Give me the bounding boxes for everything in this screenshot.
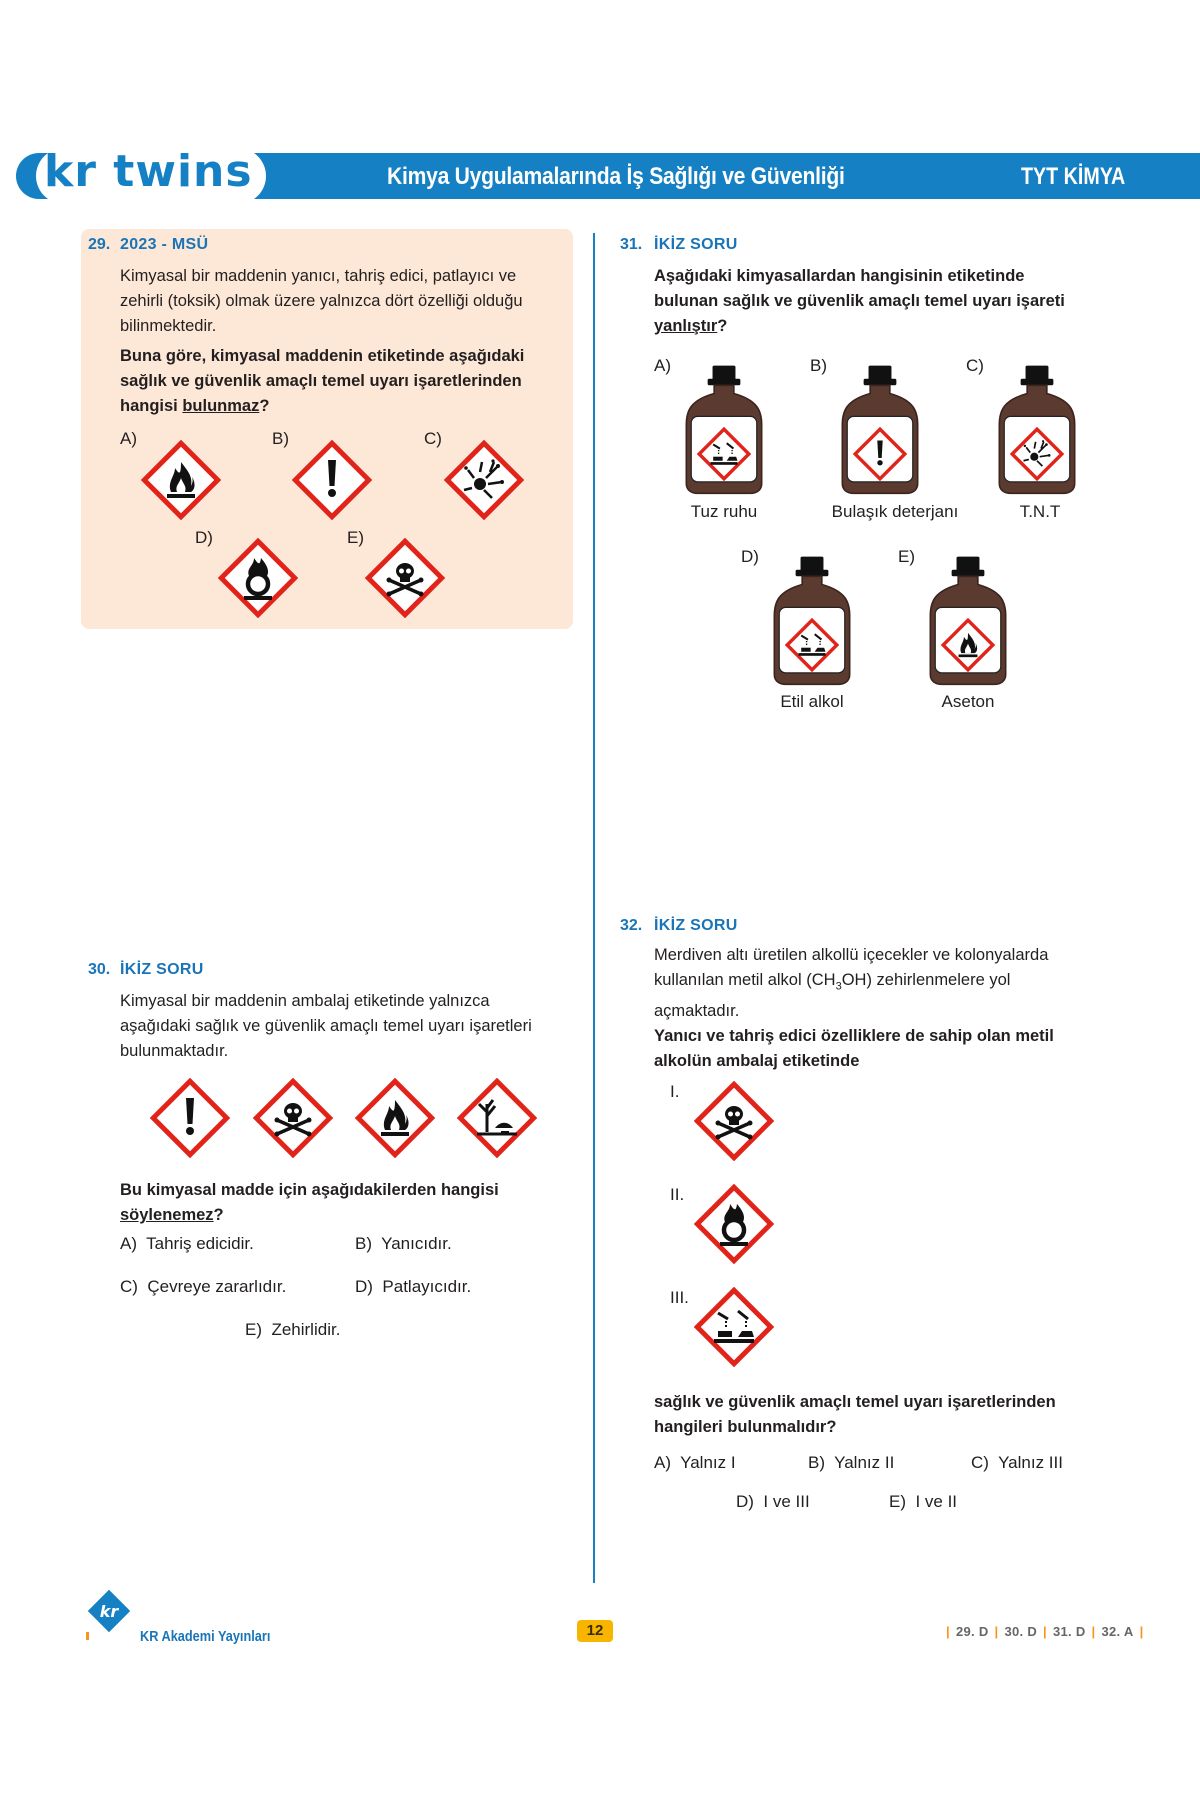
q31-question: Aşağıdaki kimyasallardan hangisinin etiketinde bulunan sağlık ve güvenlik amaçlı temel uyarı işareti yanlıştır? xyxy=(654,267,1065,335)
flame-icon xyxy=(941,618,995,672)
page-title: Kimya Uygulamalarında İş Sağlığı ve Güvenliği xyxy=(387,163,845,190)
q31-label-b: Bulaşık deterjanı xyxy=(831,502,959,521)
q32-option-b[interactable]: B) Yalnız II xyxy=(808,1453,895,1472)
skull-crossbones-icon xyxy=(365,538,445,618)
q31-option-e[interactable]: E) xyxy=(898,547,915,566)
q31-label-a: Tuz ruhu xyxy=(690,502,758,521)
corrosive-icon xyxy=(694,1287,774,1367)
skull-crossbones-icon xyxy=(253,1078,333,1158)
q30-option-e[interactable]: E) Zehirlidir. xyxy=(245,1320,341,1339)
environment-hazard-icon xyxy=(457,1078,537,1158)
exclamation-icon xyxy=(853,427,907,481)
svg-text:kr: kr xyxy=(99,1602,119,1621)
q30-question: Bu kimyasal madde için aşağıdakilerden hangisi söylenemez? xyxy=(120,1181,499,1224)
q32-option-c[interactable]: C) Yalnız III xyxy=(971,1453,1063,1472)
corrosive-icon xyxy=(697,427,751,481)
q31-label-e: Aseton xyxy=(941,692,995,711)
q32-item-iii: III. xyxy=(670,1288,689,1307)
brand-logo: kr twins xyxy=(44,146,253,197)
q32-question: Yanıcı ve tahriş edici özelliklere de sahip olan metil alkolün ambalaj etiketinde xyxy=(654,1027,1054,1070)
q29-number: 29. xyxy=(88,236,111,253)
q29-option-b[interactable]: B) xyxy=(272,429,289,448)
answer-key: | 29. D | 30. D | 31. D | 32. A | xyxy=(946,1624,1144,1639)
flame-over-circle-icon xyxy=(694,1184,774,1264)
q29-option-c[interactable]: C) xyxy=(424,429,442,448)
q29-tag: 2023 - MSÜ xyxy=(120,236,209,253)
q30-option-a[interactable]: A) Tahriş edicidir. xyxy=(120,1234,254,1253)
q31-option-c[interactable]: C) xyxy=(966,356,984,375)
column-divider xyxy=(593,233,595,1583)
subject-label: TYT KİMYA xyxy=(1021,163,1126,190)
q31-option-b[interactable]: B) xyxy=(810,356,827,375)
flame-icon xyxy=(141,440,221,520)
exploding-bomb-icon xyxy=(1010,427,1064,481)
q29-question: Buna göre, kimyasal maddenin etiketinde aşağıdaki sağlık ve güvenlik amaçlı temel uyarı işaretlerinden hangisi bulunmaz? xyxy=(120,347,525,415)
skull-crossbones-icon xyxy=(694,1081,774,1161)
q31-tag: İKİZ SORU xyxy=(654,236,738,253)
flame-over-circle-icon xyxy=(218,538,298,618)
q29-option-a[interactable]: A) xyxy=(120,429,137,448)
q30-text: Kimyasal bir maddenin ambalaj etiketinde yalnızca aşağıdaki sağlık ve güvenlik amaçlı temel uyarı işaretleri bulunmaktadır. xyxy=(120,992,532,1060)
q29-option-d[interactable]: D) xyxy=(195,528,213,547)
corrosive-icon xyxy=(785,618,839,672)
flame-icon xyxy=(355,1078,435,1158)
q32-number: 32. xyxy=(620,917,643,934)
q30-option-b[interactable]: B) Yanıcıdır. xyxy=(355,1234,452,1253)
q32-question-end: sağlık ve güvenlik amaçlı temel uyarı işaretlerinden hangileri bulunmalıdır? xyxy=(654,1393,1056,1436)
q30-option-c[interactable]: C) Çevreye zararlıdır. xyxy=(120,1277,287,1296)
publisher-name: KR Akademi Yayınları xyxy=(140,1628,271,1645)
q31-label-d: Etil alkol xyxy=(780,692,844,711)
q30-option-d[interactable]: D) Patlayıcıdır. xyxy=(355,1277,472,1296)
publisher-logo-icon xyxy=(82,1588,134,1644)
q31-option-a[interactable]: A) xyxy=(654,356,671,375)
page-number: 12 xyxy=(586,1622,604,1639)
q32-text: Merdiven altı üretilen alkollü içecekler ve kolonyalarda kullanılan metil alkol $(CH_3OH)$ zehirlenmelere yol açmaktadır. xyxy=(654,946,1049,1021)
q32-item-ii: II. xyxy=(670,1185,685,1204)
q29-text: Kimyasal bir maddenin yanıcı, tahriş edici, patlayıcı ve zehirli (toksik) olmak üzere yalnızca dört özelliği olduğu bilinmektedir. xyxy=(120,267,523,335)
q32-tag: İKİZ SORU xyxy=(654,917,738,934)
q32-option-a[interactable]: A) Yalnız I xyxy=(654,1453,736,1472)
exploding-bomb-icon xyxy=(444,440,524,520)
q32-option-e[interactable]: E) I ve II xyxy=(889,1492,958,1511)
q31-label-c: T.N.T xyxy=(1019,502,1061,521)
exclamation-icon xyxy=(292,440,372,520)
q31-option-d[interactable]: D) xyxy=(741,547,759,566)
q30-number: 30. xyxy=(88,961,111,978)
q31-number: 31. xyxy=(620,236,643,253)
exclamation-icon xyxy=(150,1078,230,1158)
q32-option-d[interactable]: D) I ve III xyxy=(736,1492,810,1511)
q30-tag: İKİZ SORU xyxy=(120,961,204,978)
q32-item-i: I. xyxy=(670,1082,680,1101)
q29-option-e[interactable]: E) xyxy=(347,528,364,547)
